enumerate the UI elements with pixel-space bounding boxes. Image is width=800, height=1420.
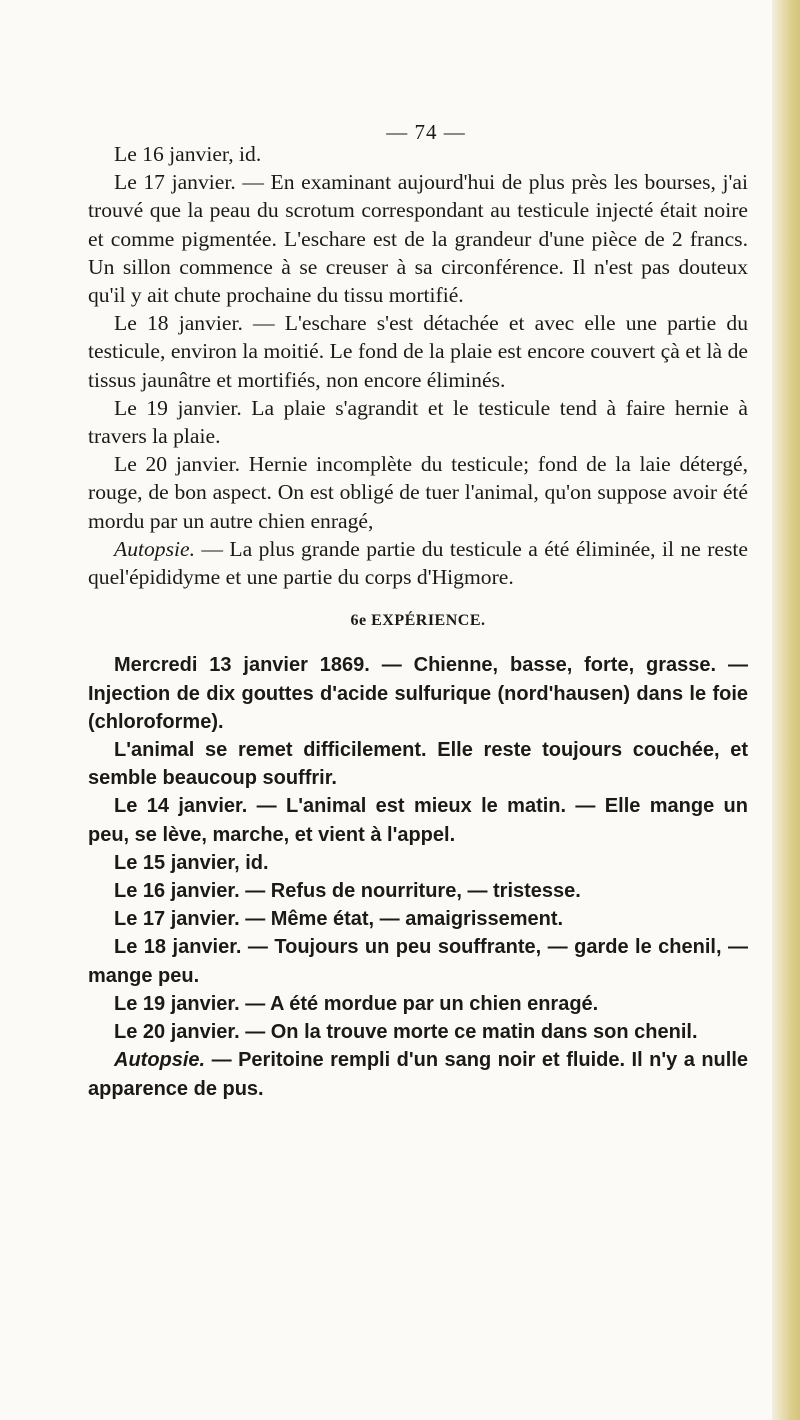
autopsy-paragraph	[88, 535, 748, 591]
paragraph: Le 16 janvier. — Refus de nourriture, — tristesse.	[114, 880, 581, 903]
page-number: — 74 —	[386, 120, 466, 144]
paragraph: Le 15 janvier, id.	[114, 851, 269, 874]
paragraph: Le 19 janvier. — A été mordue par un chien enragé.	[114, 992, 599, 1015]
paragraph: Le 17 janvier. — En examinant aujourd'hui de plus près les bourses, j'ai trouvé que la peau du scrotum correspondant au testicule injecté était noire et comme pigmentée. L'eschare est de la grandeur d'une pièce de 2 francs. Un sillon commence à se creuser à sa circonférence. Il n'est pas douteux qu'il y ait chute prochaine du tissu mortifié.	[88, 170, 748, 308]
page-edge	[772, 0, 800, 1420]
paragraph: Le 18 janvier. — L'eschare s'est détachée et avec elle une partie du testicule, environ la moitié. Le fond de la plaie est encore couvert çà et là de tissus jaunâtre et mortifiés, non encore éliminés.	[88, 311, 748, 392]
paragraph: L'animal se remet difficilement. Elle reste toujours couchée, et semble beaucoup souffrir.	[88, 739, 748, 790]
autopsy-text: — Peritoine rempli d'un sang noir et fluide. Il n'y a nulle apparence de pus.	[88, 1049, 748, 1100]
autopsy-label: Autopsie.	[114, 536, 195, 561]
paragraph: Le 18 janvier. — Toujours un peu souffrante, — garde le chenil, — mange peu.	[88, 936, 748, 987]
paragraph: Mercredi 13 janvier 1869. — Chienne, basse, forte, grasse. — Injection de dix gouttes d'acide sulfurique (nord'hausen) dans le foie (chloroforme).	[88, 654, 748, 733]
section-heading: 6e EXPÉRIENCE.	[350, 612, 486, 630]
autopsy-paragraph	[88, 1046, 748, 1102]
autopsy-label: Autopsie.	[114, 1049, 206, 1072]
paragraph: Le 16 janvier, id.	[114, 142, 262, 166]
paragraph: Le 20 janvier. Hernie incomplète du testicule; fond de la laie détergé, rouge, de bon aspect. On est obligé de tuer l'animal, qu'on suppose avoir été mordu par un autre chien enragé,	[88, 452, 748, 533]
paragraph: Le 19 janvier. La plaie s'agrandit et le testicule tend à faire hernie à travers la plaie.	[88, 395, 748, 449]
experiment-body	[88, 651, 748, 1102]
page-body	[88, 115, 748, 1103]
paragraph: Le 17 janvier. — Même état, — amaigrissement.	[114, 908, 564, 931]
autopsy-text: — La plus grande partie du testicule a été éliminée, il ne reste quel'épididyme et une partie du corps d'Higmore.	[88, 536, 748, 590]
paragraph: Le 20 janvier. — On la trouve morte ce matin dans son chenil.	[114, 1021, 698, 1044]
paragraph: Le 14 janvier. — L'animal est mieux le matin. — Elle mange un peu, se lève, marche, et vient à l'appel.	[88, 795, 748, 846]
